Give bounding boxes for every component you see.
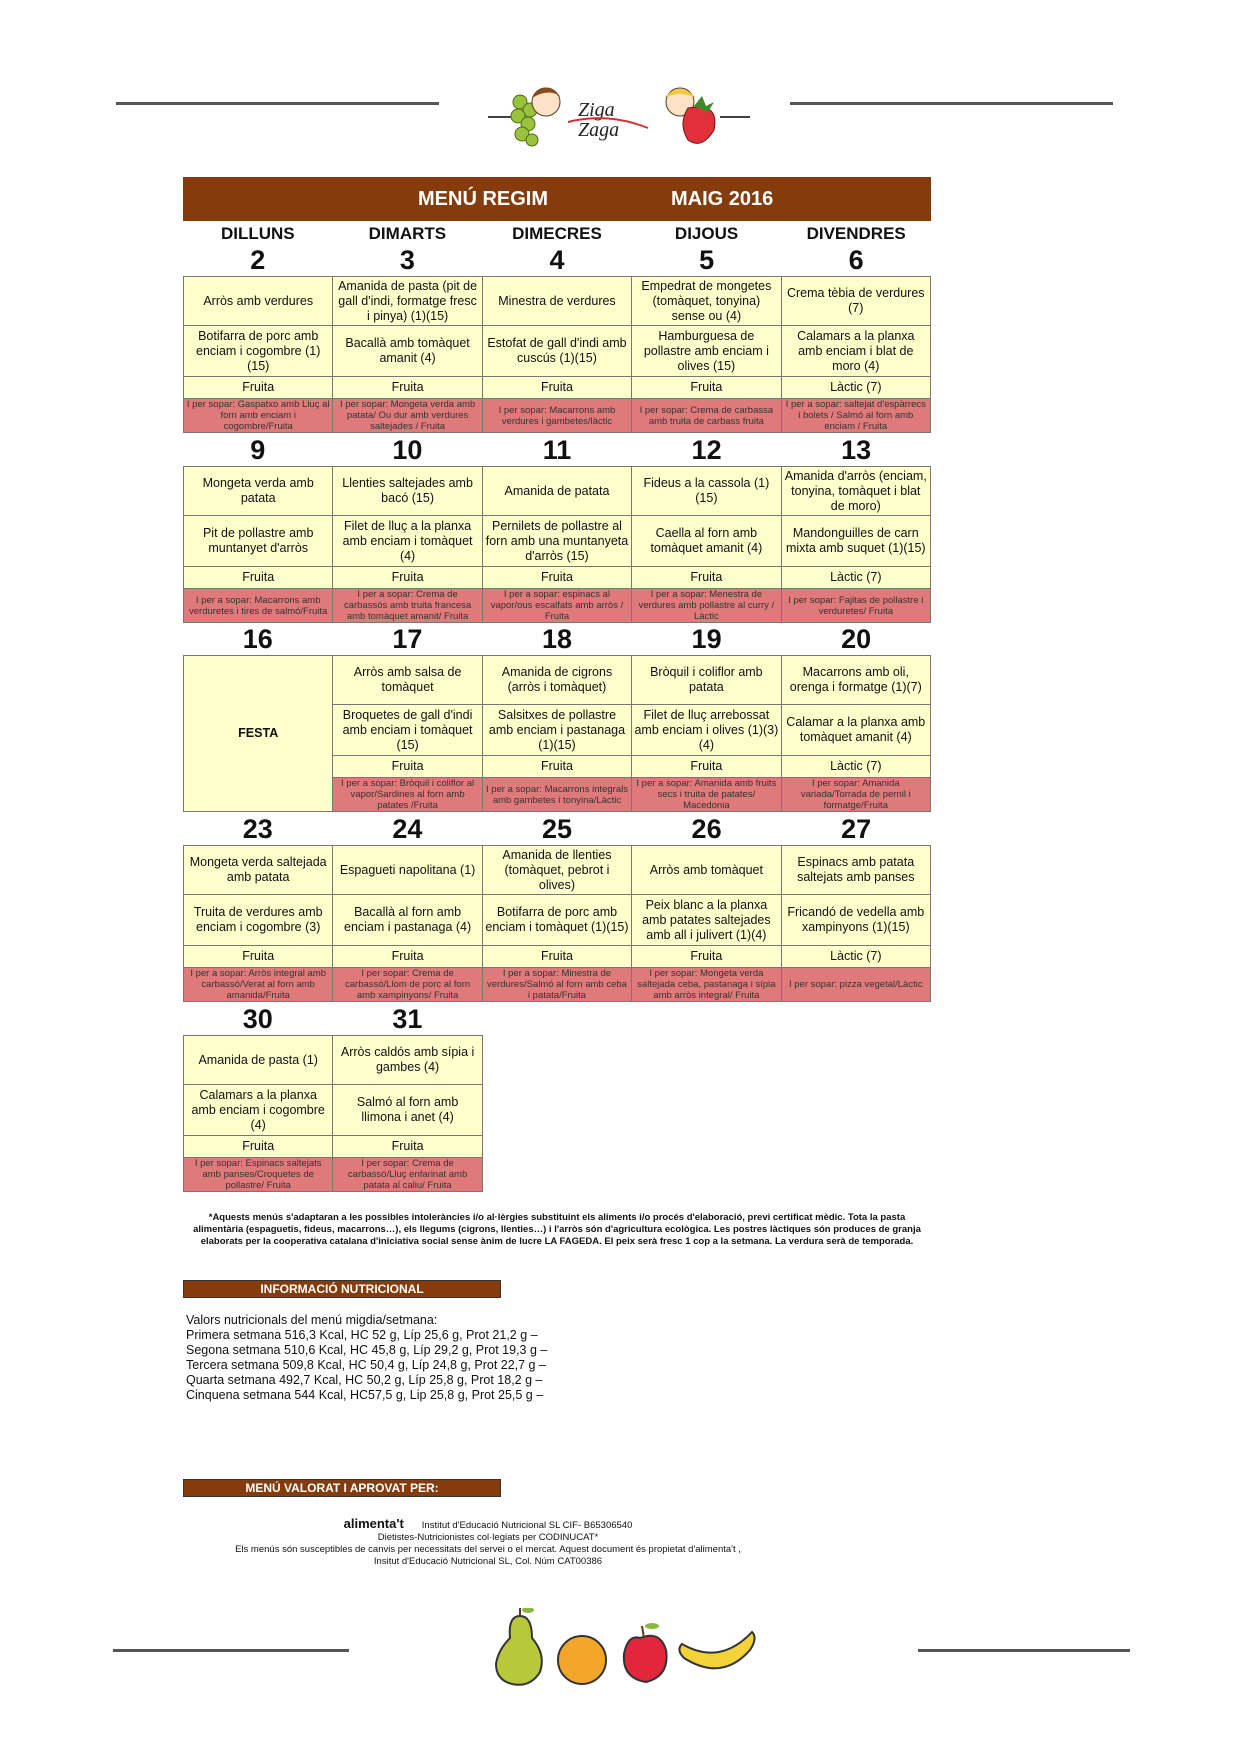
first-course-cell: Empedrat de mongetes (tomàquet, tonyina) sense ou (4) xyxy=(632,277,781,326)
first-course-cell: Fideus a la cassola (1)(15) xyxy=(632,467,781,516)
nutrition-line: Segona setmana 510,6 Kcal, HC 45,8 g, Líp 29,2 g, Prot 19,3 g – xyxy=(186,1343,548,1357)
first-course-cell: Arròs amb verdures xyxy=(184,277,333,326)
day-number: 30 xyxy=(242,1004,273,1034)
day-number: 23 xyxy=(242,814,273,844)
first-course-cell: Llenties saltejades amb bacó (15) xyxy=(333,467,482,516)
weekday-label: DIJOUS xyxy=(674,224,739,243)
second-course-cell: Salsitxes de pollastre amb enciam i pastanaga (1)(15) xyxy=(482,705,631,756)
ziga-zaga-logo xyxy=(488,72,750,152)
banana-icon xyxy=(679,1632,754,1668)
day-number: 27 xyxy=(841,814,872,844)
svg-text:Zaga: Zaga xyxy=(578,119,620,141)
dinner-suggestion-cell: I per a sopar: Macarrons integrals amb gambetes i tonyina/Làctic xyxy=(482,778,631,812)
dinner-suggestion-cell: I per a sopar: saltejat d'espàrrecs i bolets / Salmó al forn amb enciam / Fruita xyxy=(781,399,930,433)
first-course-cell: Crema tèbia de verdures (7) xyxy=(781,277,930,326)
week-2 xyxy=(183,434,931,623)
day-number: 16 xyxy=(242,624,273,654)
dessert-cell: Fruita xyxy=(632,567,781,589)
weekday-label: DIVENDRES xyxy=(806,224,906,243)
nutrition-line: Cinquena setmana 544 Kcal, HC57,5 g, Lip 25,8 g, Prot 25,5 g – xyxy=(186,1388,544,1402)
divider xyxy=(790,102,1113,105)
second-course-cell: Mandonguilles de carn mixta amb suquet (1)(15) xyxy=(781,516,930,567)
dessert-cell: Fruita xyxy=(333,756,482,778)
grapes-boy-icon xyxy=(511,87,560,146)
fruits-illustration xyxy=(490,1608,760,1688)
dinner-suggestion-cell: I per sopar: Crema de carbassó/Lluç enfarinat amb patata al caliu/ Fruita xyxy=(333,1158,482,1192)
first-course-cell: Amanida de patata xyxy=(482,467,631,516)
dessert-cell: Fruita xyxy=(184,567,333,589)
second-course-cell: Pit de pollastre amb muntanyet d'arròs xyxy=(184,516,333,567)
day-number: 10 xyxy=(392,435,423,465)
holiday-cell: FESTA xyxy=(184,656,333,812)
first-course-cell: Amanida de pasta (pit de gall d'indi, formatge fresc i pinya) (1)(15) xyxy=(333,277,482,326)
dessert-cell: Fruita xyxy=(632,756,781,778)
approval-info xyxy=(183,1518,793,1568)
week-menu-table xyxy=(183,655,931,812)
first-course-cell: Arròs amb tomàquet xyxy=(632,846,781,895)
first-course-cell: Amanida de pasta (1) xyxy=(184,1036,333,1085)
divider xyxy=(113,1649,349,1652)
second-course-cell: Hamburguesa de pollastre amb enciam i olives (15) xyxy=(632,326,781,377)
first-course-cell: Espagueti napolitana (1) xyxy=(333,846,482,895)
dessert-cell: Làctic (7) xyxy=(781,756,930,778)
week-menu-table xyxy=(183,845,931,1002)
second-course-cell: Caella al forn amb tomàquet amanit (4) xyxy=(632,516,781,567)
first-course-cell: Minestra de verdures xyxy=(482,277,631,326)
dessert-cell: Fruita xyxy=(632,946,781,968)
first-course-cell: Mongeta verda saltejada amb patata xyxy=(184,846,333,895)
week-5 xyxy=(183,1003,931,1192)
second-course-cell: Fricandó de vedella amb xampinyons (1)(15) xyxy=(781,895,930,946)
pear-icon xyxy=(496,1608,542,1685)
dessert-cell: Fruita xyxy=(482,567,631,589)
weekday-label: DIMARTS xyxy=(368,224,447,243)
second-course-cell: Filet de lluç a la planxa amb enciam i tomàquet (4) xyxy=(333,516,482,567)
dessert-cell: Fruita xyxy=(482,946,631,968)
day-number: 5 xyxy=(699,245,715,275)
svg-text:Ziga: Ziga xyxy=(578,99,615,121)
second-course-cell: Estofat de gall d'indi amb cuscús (1)(15) xyxy=(482,326,631,377)
approval-line: Els menús són susceptibles de canvis per necessitats del servei o el mercat. Aquest document és propietat d'alimenta't , Insitut d'Educació Nutricional SL, Col. Núm CAT00386 xyxy=(235,1544,741,1567)
second-course-cell: Bacallà amb tomàquet amanit (4) xyxy=(333,326,482,377)
dinner-suggestion-cell: I per a sopar: Arròs integral amb carbassó/Verat al forn amb amanida/Fruita xyxy=(184,968,333,1002)
first-course-cell: Mongeta verda amb patata xyxy=(184,467,333,516)
week-1 xyxy=(183,244,931,433)
day-numbers xyxy=(183,434,931,466)
second-course-cell: Filet de lluç arrebossat amb enciam i olives (1)(3)(4) xyxy=(632,705,781,756)
dinner-suggestion-cell: I per a sopar: Menestra de verdures amb pollastre al curry / Làctic xyxy=(632,589,781,623)
day-number: 17 xyxy=(392,624,423,654)
menu-title-bar xyxy=(183,177,931,221)
first-course-cell: Amanida d'arròs (enciam, tonyina, tomàquet i blat de moro) xyxy=(781,467,930,516)
second-course-cell: Botifarra de porc amb enciam i tomàquet (1)(15) xyxy=(482,895,631,946)
alimentat-brand: alimenta't xyxy=(343,1516,404,1531)
dessert-cell: Fruita xyxy=(184,946,333,968)
day-number: 26 xyxy=(691,814,722,844)
dinner-suggestion-cell: I per sopar: Mongeta verda amb patata/ Ou dur amb verdures saltejades / Fruita xyxy=(333,399,482,433)
dinner-suggestion-cell: I per a sopar: Minestra de verdures/Salmó al forn amb ceba i patata/Fruita xyxy=(482,968,631,1002)
dessert-cell: Làctic (7) xyxy=(781,377,930,399)
dinner-suggestion-cell: I per a sopar: espinacs al vapor/ous escalfats amb arròs / Fruita xyxy=(482,589,631,623)
dinner-suggestion-cell: I per sopar: Fajitas de pollastre i verduretes/ Fruita xyxy=(781,589,930,623)
second-course-cell: Broquetes de gall d'indi amb enciam i tomàquet (15) xyxy=(333,705,482,756)
approval-line: Dietistes-Nutricionistes col·legiats per CODINUCAT* xyxy=(377,1532,599,1543)
dinner-suggestion-cell: I per a sopar: Crema de carbassós amb truita francesa amb tomàquet amanit/ Fruita xyxy=(333,589,482,623)
strawberry-girl-icon xyxy=(664,88,715,143)
second-course-cell: Calamar a la planxa amb tomàquet amanit (4) xyxy=(781,705,930,756)
second-course-cell: Calamars a la planxa amb enciam i cogombre (4) xyxy=(184,1085,333,1136)
nutrition-line: Primera setmana 516,3 Kcal, HC 52 g, Líp 25,6 g, Prot 21,2 g – xyxy=(186,1328,538,1342)
dinner-suggestion-cell: I per sopar: Amanida variada/Torrada de pernil i formatge/Fruita xyxy=(781,778,930,812)
day-numbers xyxy=(183,813,931,845)
menu-title: MENÚ REGIM xyxy=(418,188,548,210)
divider xyxy=(918,1649,1130,1652)
weekday-header xyxy=(183,224,931,244)
nutrition-line: Tercera setmana 509,8 Kcal, HC 50,4 g, Líp 24,8 g, Prot 22,7 g – xyxy=(186,1358,546,1372)
first-course-cell: Amanida de llenties (tomàquet, pebrot i olives) xyxy=(482,846,631,895)
day-number: 13 xyxy=(841,435,872,465)
week-menu-table xyxy=(183,466,931,623)
day-number: 19 xyxy=(691,624,722,654)
week-menu-table xyxy=(183,276,931,433)
day-number: 6 xyxy=(848,245,864,275)
day-number: 9 xyxy=(250,435,266,465)
approval-line: Institut d'Educació Nutricional SL CIF- B65306540 xyxy=(421,1520,633,1531)
second-course-cell: Botifarra de porc amb enciam i cogombre (1)(15) xyxy=(184,326,333,377)
second-course-cell: Pernilets de pollastre al forn amb una muntanyeta d'arròs (15) xyxy=(482,516,631,567)
apple-icon xyxy=(624,1623,667,1682)
day-number: 4 xyxy=(549,245,565,275)
day-numbers xyxy=(183,623,931,655)
nutrition-info xyxy=(186,1313,547,1403)
second-course-cell: Truita de verdures amb enciam i cogombre (3) xyxy=(184,895,333,946)
dessert-cell: Fruita xyxy=(482,377,631,399)
weekday-label: DILLUNS xyxy=(220,224,295,243)
dessert-cell: Fruita xyxy=(482,756,631,778)
day-number: 12 xyxy=(691,435,722,465)
dinner-suggestion-cell: I per sopar: pizza vegetal/Làctic xyxy=(781,968,930,1002)
dessert-cell: Fruita xyxy=(184,1136,333,1158)
first-course-cell: Arròs amb salsa de tomàquet xyxy=(333,656,482,705)
weekday-label: DIMECRES xyxy=(512,224,602,243)
first-course-cell: Arròs caldós amb sípia i gambes (4) xyxy=(333,1036,482,1085)
dessert-cell: Làctic (7) xyxy=(781,946,930,968)
dinner-suggestion-cell: I per a sopar: Amanida amb fruits secs i truita de patates/ Macedonia xyxy=(632,778,781,812)
week-4 xyxy=(183,813,931,1002)
day-number: 2 xyxy=(250,245,266,275)
week-3 xyxy=(183,623,931,812)
dessert-cell: Fruita xyxy=(333,946,482,968)
day-number: 20 xyxy=(841,624,872,654)
day-number: 11 xyxy=(542,435,572,465)
approval-section-title: MENÚ VALORAT I APROVAT PER: xyxy=(183,1479,501,1497)
dessert-cell: Fruita xyxy=(632,377,781,399)
dinner-suggestion-cell: I per sopar: Macarrons amb verdures i gambetes/làctic xyxy=(482,399,631,433)
second-course-cell: Calamars a la planxa amb enciam i blat de moro (4) xyxy=(781,326,930,377)
day-numbers xyxy=(183,1003,931,1035)
day-number: 24 xyxy=(392,814,423,844)
first-course-cell: Bròquil i coliflor amb patata xyxy=(632,656,781,705)
dinner-suggestion-cell: I per sopar: Crema de carbassa amb truita de carbass fruita xyxy=(632,399,781,433)
dessert-cell: Làctic (7) xyxy=(781,567,930,589)
second-course-cell: Peix blanc a la planxa amb patates saltejades amb all i julivert (1)(4) xyxy=(632,895,781,946)
second-course-cell: Bacallà al forn amb enciam i pastanaga (4) xyxy=(333,895,482,946)
orange-icon xyxy=(558,1636,606,1684)
second-course-cell: Salmó al forn amb llimona i anet (4) xyxy=(333,1085,482,1136)
day-number: 18 xyxy=(541,624,572,654)
dessert-cell: Fruita xyxy=(184,377,333,399)
dessert-cell: Fruita xyxy=(333,377,482,399)
dinner-suggestion-cell: I per sopar: Mongeta verda saltejada ceba, pastanaga i sípia amb arròs integral/ Fruita xyxy=(632,968,781,1002)
dessert-cell: Fruita xyxy=(333,1136,482,1158)
day-numbers xyxy=(183,244,931,276)
nutrition-section-title: INFORMACIÓ NUTRICIONAL xyxy=(183,1280,501,1298)
dinner-suggestion-cell: I per sopar: Gaspatxo amb Lluç al forn amb enciam i cogombre/Fruita xyxy=(184,399,333,433)
dessert-cell: Fruita xyxy=(333,567,482,589)
day-number: 25 xyxy=(541,814,572,844)
dinner-suggestion-cell: I per sopar: Crema de carbassó/Llom de porc al forn amb xampinyons/ Fruita xyxy=(333,968,482,1002)
first-course-cell: Macarrons amb oli, orenga i formatge (1)(7) xyxy=(781,656,930,705)
menu-month: MAIG 2016 xyxy=(671,188,774,210)
divider xyxy=(116,102,439,105)
day-number: 3 xyxy=(399,245,415,275)
first-course-cell: Amanida de cigrons (arròs i tomàquet) xyxy=(482,656,631,705)
week-menu-table xyxy=(183,1035,931,1192)
nutrition-intro: Valors nutricionals del menú migdia/setmana: xyxy=(186,1313,438,1327)
allergen-notes: *Aquests menús s'adaptaran a les possibles intoleràncies i/o al·lèrgies substituint els aliments i/o procés d'elaboració, previ certificat mèdic. Tota la pasta alimentària (espaguetis, fideus, macarrons…), els llegums (cigrons, llenties…) i l'arròs són d'agricultura ecològica. Les postres làctiques són produces de granja elaborats per la cooperativa catalana d'iniciativa social sense ànim de lucre LA FAGEDA. El peix serà fresc 1 cop a la setmana. La verdura serà de temporada. xyxy=(193,1212,921,1247)
first-course-cell: Espinacs amb patata saltejats amb panses xyxy=(781,846,930,895)
dinner-suggestion-cell: I per sopar: Espinacs saltejats amb panses/Croquetes de pollastre/ Fruita xyxy=(184,1158,333,1192)
dinner-suggestion-cell: I per a sopar: Macarrons amb verduretes i tires de salmó/Fruita xyxy=(184,589,333,623)
dinner-suggestion-cell: I per a sopar: Bròquil i coliflor al vapor/Sardines al forn amb patates /Fruita xyxy=(333,778,482,812)
nutrition-line: Quarta setmana 492,7 Kcal, HC 50,2 g, Líp 25,8 g, Prot 18,2 g – xyxy=(186,1373,543,1387)
day-number: 31 xyxy=(392,1004,423,1034)
